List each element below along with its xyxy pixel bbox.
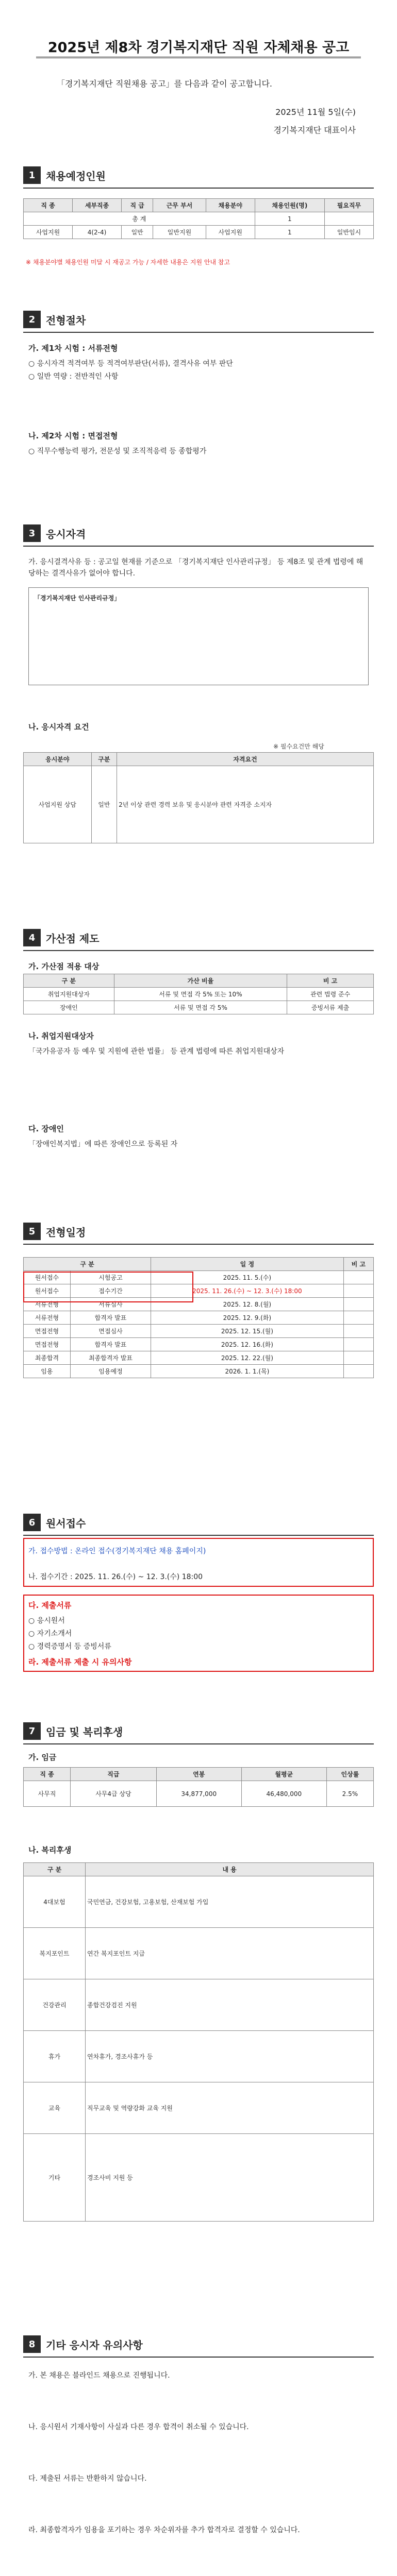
notice-title: 2025년 제8차 경기복지재단 직원 자체채용 공고 [47,40,350,56]
positions-table: 직 종 세부직종 직 급 근무 부서 채용분야 채용인원(명) 필요직무 총 계 1 사업지원 4(2-4) 일반 일반지원 사업지원 1 일반임시 [23,198,374,239]
section-3-header: 3 응시자격 [23,523,374,544]
application-highlight [23,1272,193,1302]
recruitment-notice: 2025년 제8차 경기복지재단 직원 자체채용 공고 「경기복지재단 직원채용 공고」를 다음과 같이 공고합니다. 2025년 11월 5일(수) 경기복지재단 대표이사 1 채용예정인원 직 종 세부직종 직 급 근무 부서 채용분야 채용인원(명) 필요직무 총 계 1 사업지원 4(2-4) 일반 일반지원 사업지원 1 일반임시 ※ 채용분야별 채용인원 미달 시 재공고 가능 / 자세한 내용은 지원 안내 참고 2 전형절차 가. 제1차 시험 : 서류전형 ○ 응시자격 적격여부 등 적격여부판단(서류), 결격사유 여부 판단 ○ 일반 역량 : 전반적인 사항 나. 제2차 시험 : 면접전형 ○ 직무수행능력 평가, 전문성 및 조직적응력 등 종합평가 3 응시자격 가. 응시결격사유 등 : 공고일 현재를 기준으로 「경기복지재단 인사관리규정」 등 제8조 및 관계 법령에 해당하는 결격사유가 없어야 합니다. 「경기복지재단 인사관리규정」 나. 응시자격 요건 ※ 필수요건만 해당 응시분야 구분 자격요건 사업지원 상담 일반 2년 이상 관련 경력 보유 및 응시분야 관련 자격증 소지자 4 가산점 제도 가. 가산점 적용 대상 구 분 가산 비율 비 고 취업지원대상자 서류 및 면접 각 5% 또는 10% 관련 법령 준수 장애인 서류 및 면접 각 5% 증빙서류 제출 나. 취업지원대상자 「국가유공자 등 예우 및 지원에 관한 법률」 등 관계 법령에 따른 취업지원대상자 다. 장애인 「장애인복지법」에 따른 장애인으로 등록된 자 5 전형일정 구 분 일 정 비 고 원서접수 시험공고 2025. 11. 5.(수) 원서접수 접수기간 2025. 11. 26.(수) ~ 12. 3.(수) 18:00 서류전형 서류심사 2025. 12. 8.(월) 서류전형 합격자 발표 2025. 12. 9.(화) 면접전형 면접심사 2025. 12. 15.(월) 면접전형 합격자 발표 2025. 12. 16.(화) 최종합격 최종합격자 발표 2025. 12. 22.(월) 임용 임용예정 2026. 1. 1.(목) 6 원서접수 가. 접수방법 : 온라인 접수(경기복지재단 채용 홈페이지) 나. 접수기간 : 2025. 11. 26.(수) ~ 12. 3.(수) 18:00 다. 제출서류 ○ 응시원서 ○ 자기소개서 ○ 경력증명서 등 증빙서류 라. 제출서류 제출 시 유의사항 7 임금 및 복리후생 가. 임금 직 종 직급 연봉 월평균 인상률 사무직 사무4급 상당 34,877,000 46,480,000 2.5% 나. 복리후생 구 분 내 용 4대보험 국민연금, 건강보험, 고용보험, 산재보험 가입 복지포인트 연간 복지포인트 지급 건강관리 종합건강검진 지원 휴가 연차휴가, 경조사휴가 등 교육 직무교육 및 역량강화 교육 지원 기타 경조사비 지원 등 8 기타 응시자 유의사항 가. 본 채용은 블라인드 채용으로 진행됩니다. 나. 응시원서 기재사항이 사실과 다른 경우 합격이 취소될 수 있습니다. 다. 제출된 서류는 반환하지 않습니다. 라. 최종합격자가 임용을 포기하는 경우 차순위자를 추가 합격자로 결정할 수 있습니다. [0,0,397,2576]
notice-org: 경기복지재단 대표이사 [273,125,356,135]
notice-date: 2025년 11월 5일(수) [275,107,356,117]
bonus-table: 구 분 가산 비율 비 고 취업지원대상자 서류 및 면접 각 5% 또는 10% 관련 법령 준수 장애인 서류 및 면접 각 5% 증빙서류 제출 [23,974,374,1014]
section-6-header: 6 원서접수 [23,1512,374,1533]
welfare-table: 구 분 내 용 4대보험 국민연금, 건강보험, 고용보험, 산재보험 가입 복지포인트 연간 복지포인트 지급 건강관리 종합건강검진 지원 휴가 연차휴가, 경조사휴가 등 교육 직무교육 및 역량강화 교육 지원 기타 경조사비 지원 등 [23,1862,374,2222]
regulation-box: 「경기복지재단 인사관리규정」 [28,587,369,685]
qualification-table: 응시분야 구분 자격요건 사업지원 상담 일반 2년 이상 관련 경력 보유 및 응시분야 관련 자격증 소지자 [23,752,374,843]
section-8-header: 8 기타 응시자 유의사항 [23,2334,374,2354]
schedule-table: 구 분 일 정 비 고 원서접수 시험공고 2025. 11. 5.(수) 원서접수 접수기간 2025. 11. 26.(수) ~ 12. 3.(수) 18:00 서류전형 서류심사 2025. 12. 8.(월) 서류전형 합격자 발표 2025. 12. 9.(화) 면접전형 면접심사 2025. 12. 15.(월) 면접전형 합격자 발표 2025. 12. 16.(화) 최종합격 최종합격자 발표 2025. 12. 22.(월) 임용 임용예정 2026. 1. 1.(목) [23,1257,374,1378]
salary-table: 직 종 직급 연봉 월평균 인상률 사무직 사무4급 상당 34,877,000 46,480,000 2.5% [23,1767,374,1807]
section-number: 1 [23,166,41,184]
section-label: 채용예정인원 [46,170,106,182]
title-divider [36,57,361,58]
section-7-header: 7 임금 및 복리후생 [23,1721,374,1741]
notice-intro: 「경기복지재단 직원채용 공고」를 다음과 같이 공고합니다. [57,79,273,89]
positions-note: ※ 채용분야별 채용인원 미달 시 재공고 가능 / 자세한 내용은 지원 안내 참고 [26,259,230,266]
section-1-header [23,165,374,185]
section-5-header: 5 전형일정 [23,1221,374,1242]
section-4-header: 4 가산점 제도 [23,927,374,948]
section-2-header: 2 전형절차 [23,309,374,330]
